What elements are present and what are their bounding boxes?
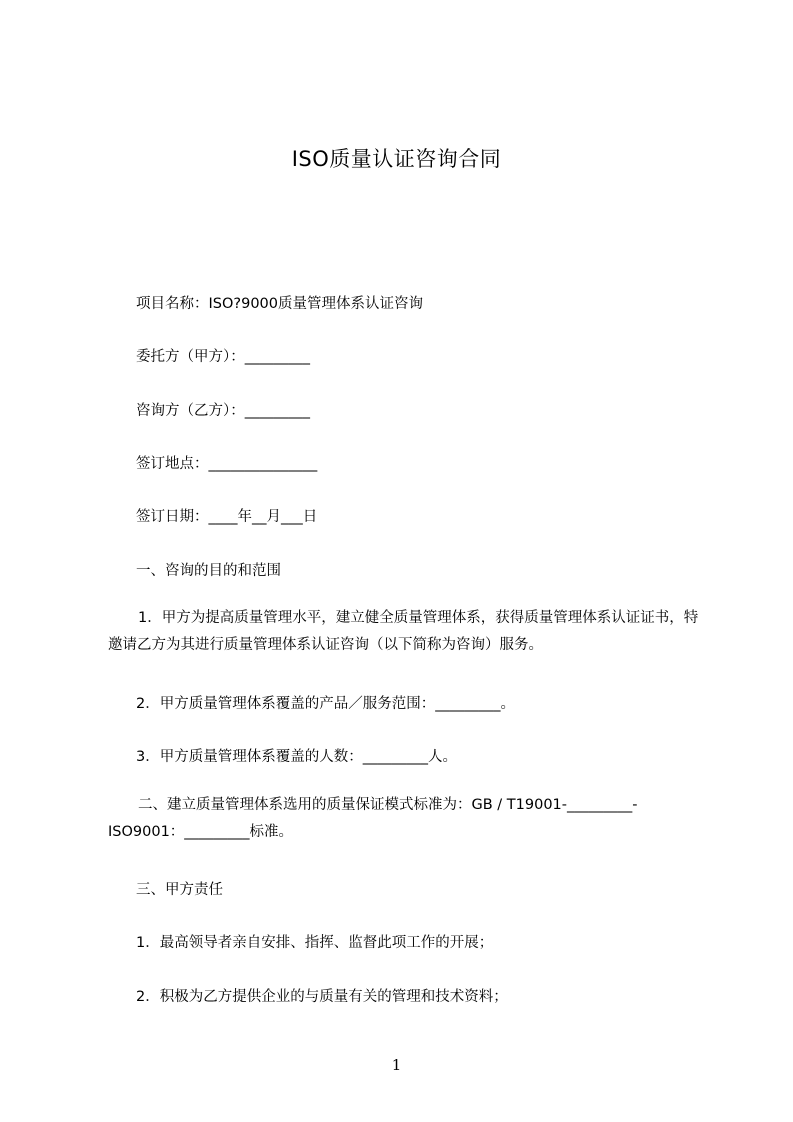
section-1-item-2: 2．甲方质量管理体系覆盖的产品／服务范围：_________。 bbox=[136, 696, 515, 712]
section-3-heading: 三、甲方责任 bbox=[136, 882, 223, 898]
section-2 bbox=[108, 792, 708, 846]
document-title: ISO质量认证咨询合同 bbox=[291, 147, 502, 171]
project-name: 项目名称：ISO?9000质量管理体系认证咨询 bbox=[136, 296, 423, 312]
section-3-item-1: 1．最高领导者亲自安排、指挥、监督此项工作的开展； bbox=[136, 935, 494, 951]
client-party: 委托方（甲方）：_________ bbox=[136, 349, 310, 365]
sign-date: 签订日期：____年__月___日 bbox=[136, 509, 318, 525]
consultant-party: 咨询方（乙方）：_________ bbox=[136, 403, 310, 419]
section-1-heading: 一、咨询的目的和范围 bbox=[136, 563, 281, 579]
section-1-item-3: 3．甲方质量管理体系覆盖的人数：_________人。 bbox=[136, 749, 457, 765]
page-number: 1 bbox=[391, 1056, 402, 1074]
sign-place: 签订地点：_______________ bbox=[136, 456, 318, 472]
section-1-item-1-text: 1．甲方为提高质量管理水平，建立健全质量管理体系，获得质量管理体系认证证书，特邀请乙方为其进行质量管理体系认证咨询（以下简称为咨询）服务。 bbox=[108, 610, 699, 653]
section-1-item-1 bbox=[108, 605, 708, 659]
section-2-text: 二、建立质量管理体系选用的质量保证模式标准为：GB / T19001-_________-ISO9001：_________标准。 bbox=[108, 797, 638, 840]
section-3-item-2: 2．积极为乙方提供企业的与质量有关的管理和技术资料； bbox=[136, 989, 508, 1005]
